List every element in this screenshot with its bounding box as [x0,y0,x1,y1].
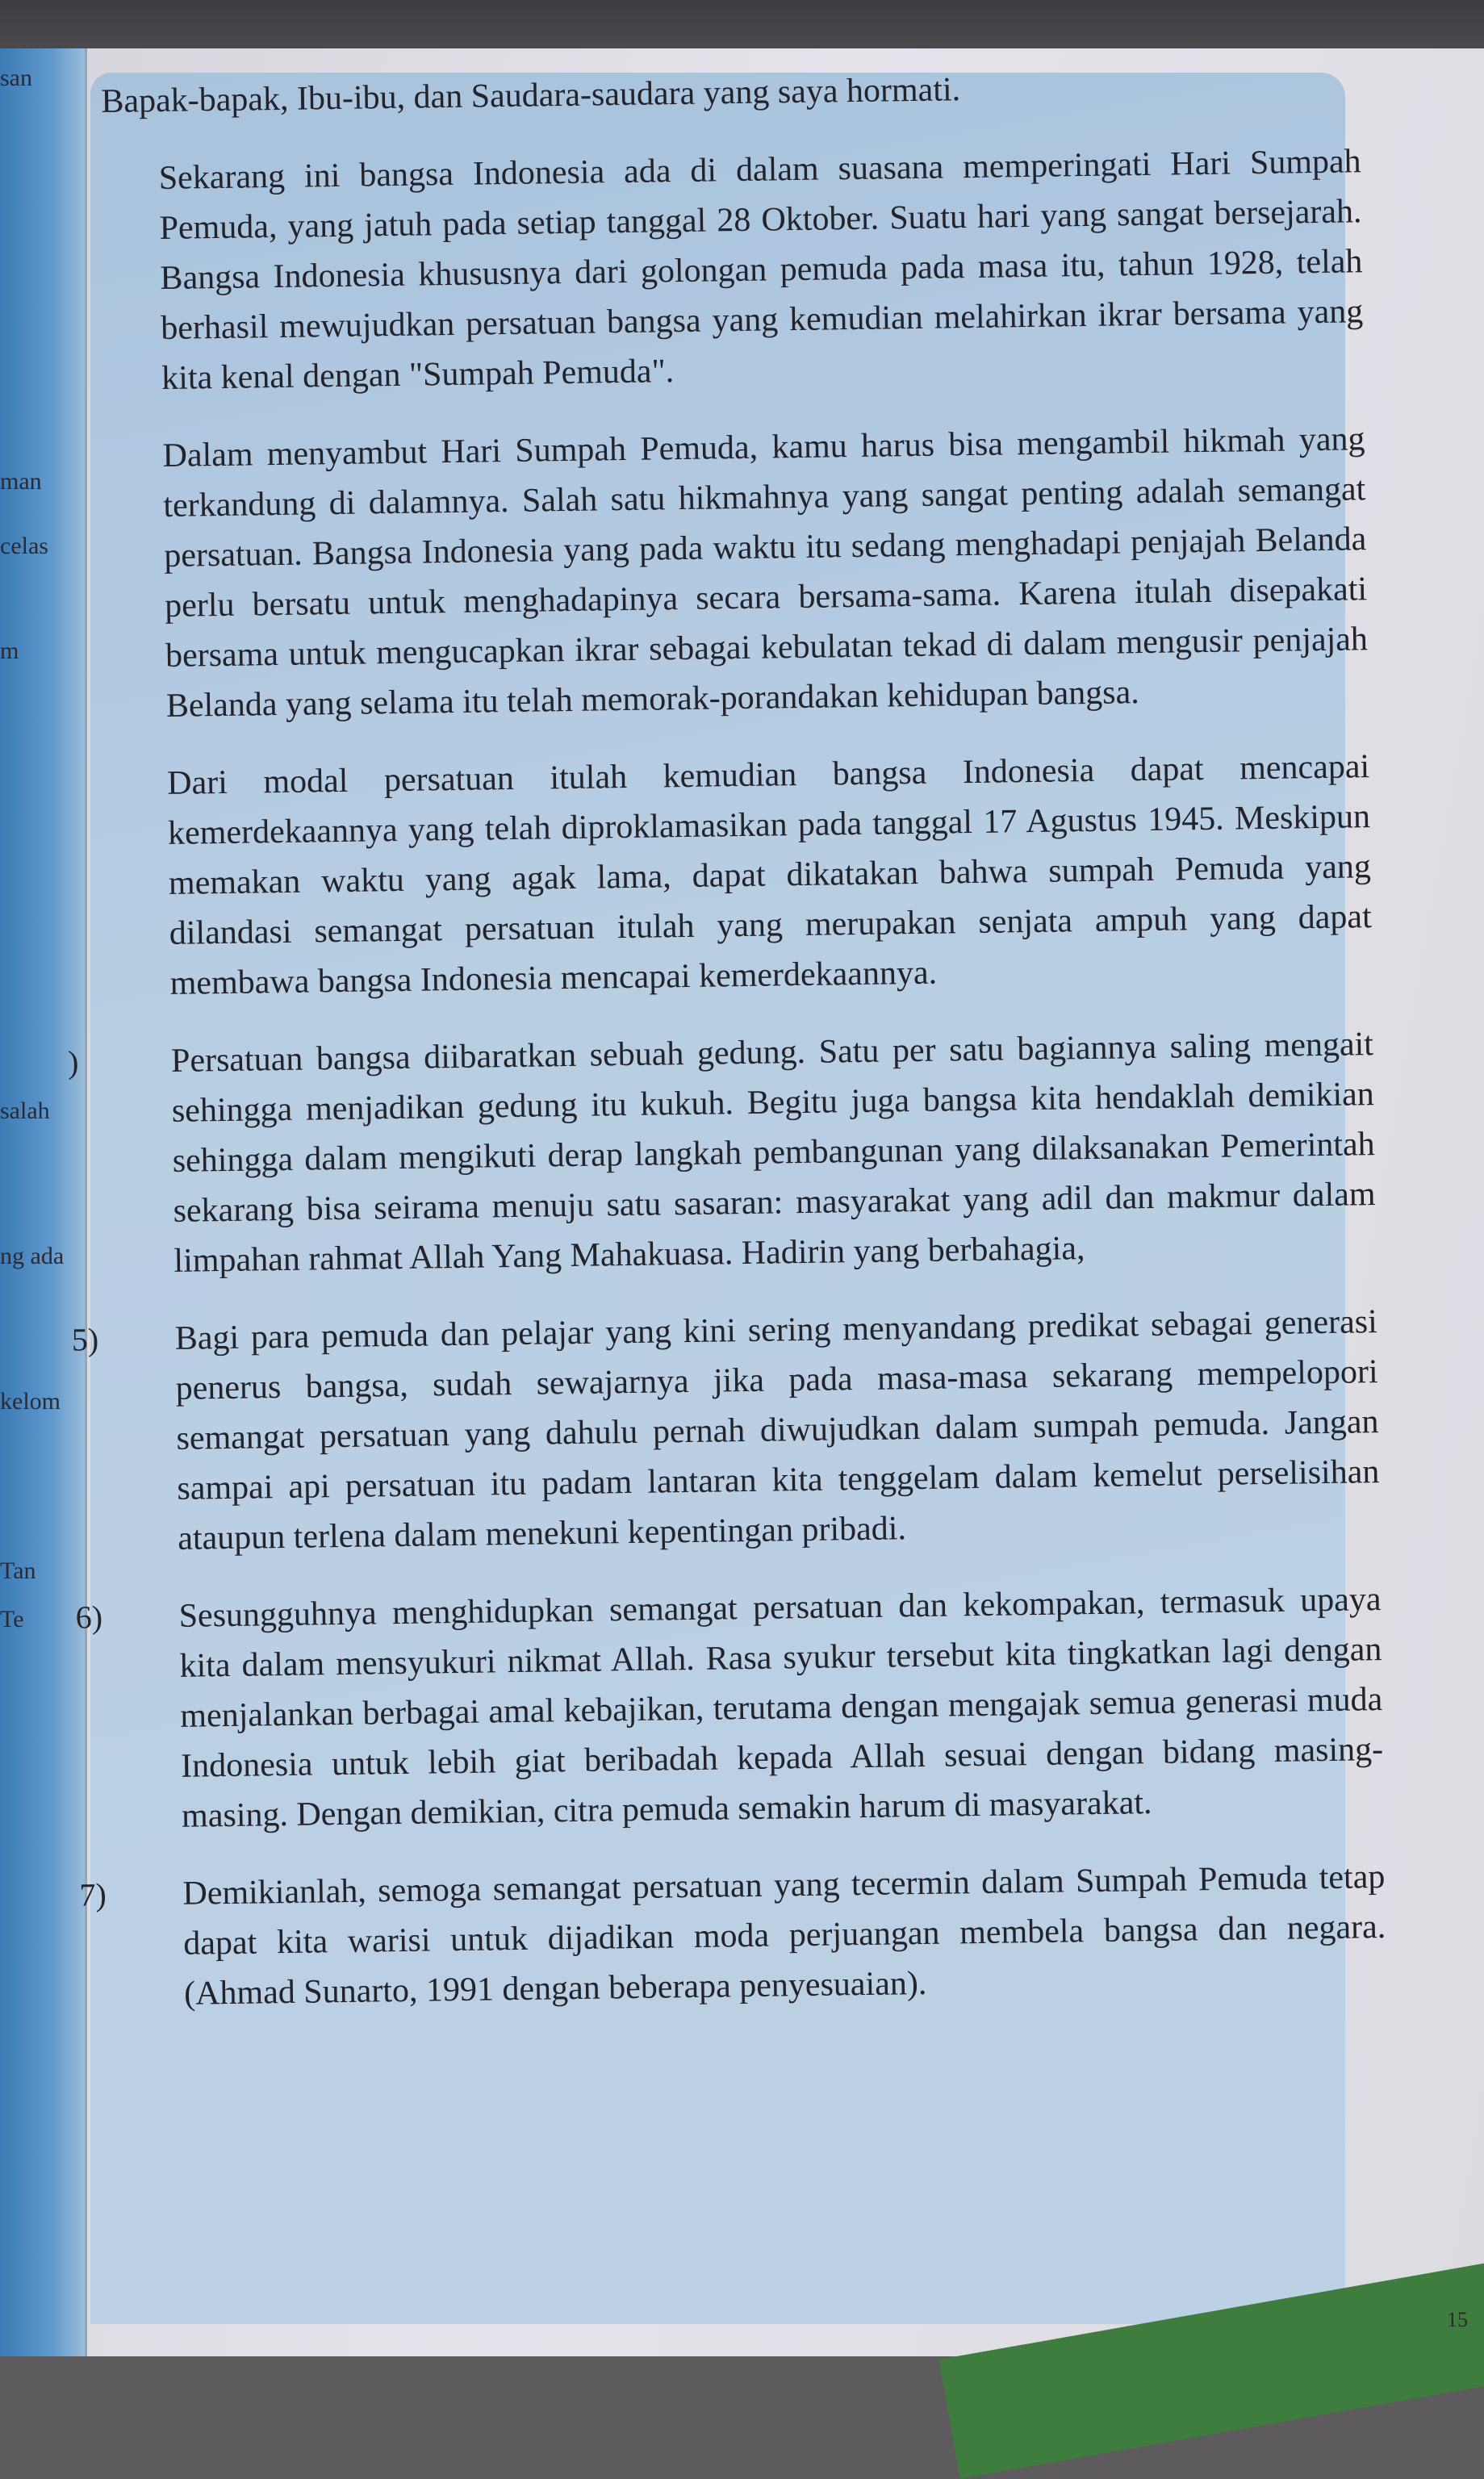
speech-text [67,59,1386,2020]
paragraph-text: Sesungguhnya menghidupkan semangat persatuan dan kekompakan, termasuk upaya kita dalam mensyukuri nikmat Allah. Rasa syukur tersebut kita tingkatkan lagi dengan menjalankan berbagai amal kebajikan, terutama dengan mengajak semua generasi muda Indonesia untuk lebih giat beribadah kepada Allah sesuai dengan bidang masing-masing. Dengan demikian, citra pemuda semakin harum di masyarakat. [178,1581,1384,1835]
paragraph-text: Persatuan bangsa diibaratkan sebuah gedung. Satu per satu bagiannya saling mengait sehingga menjadikan gedung itu kukuh. Begitu juga bangsa kita hendaklah demikian sehingga dalam mengikuti derap langkah pembangunan yang dilaksanakan Pemerintah sekarang bisa seirama menuju satu sasaran: masyarakat yang adil dan makmur dalam limpahan rahmat Allah Yang Mahakuasa. Hadirin yang berbahagia, [170,1026,1376,1280]
margin-fragment: san [0,65,32,91]
paragraph-number: ) [67,1043,79,1081]
margin-fragment: man [0,468,42,495]
paragraph-7 [79,1852,1386,2020]
paragraph-text: Dari modal persatuan itulah kemudian bangsa Indonesia dapat mencapai kemerdekaannya yang telah diproklamasikan pada tanggal 17 Agustus 1945. Meskipun memakan waktu yang agak lama, dapat dikatakan bahwa sumpah Pemuda yang dilandasi semangat persatuan itulah yang merupakan senjata ampuh yang dapat membawa bangsa Indonesia mencapai kemerdekaannya. [166,748,1373,1002]
salutation: Bapak-bapak, Ibu-ibu, dan Saudara-saudara yang saya hormati. [101,71,961,120]
margin-fragment: kelom [0,1388,61,1415]
paragraph-number: 6) [75,1599,103,1636]
paragraph-number: 7) [79,1876,107,1913]
paragraph-text: Dalam menyambut Hari Sumpah Pemuda, kamu harus bisa mengambil hikmah yang terkandung di dalamnya. Salah satu hikmahnya yang sangat penting adalah semangat persatuan. Bangsa Indonesia yang pada waktu itu sedang menghadapi penjajah Belanda perlu bersatu untuk menghadapinya secara bersama-sama. Karena itulah disepakati bersama untuk mengucapkan ikrar sebagai kebulatan tekad di dalam mengusir penjajah Belanda yang selama itu telah memorak-porandakan kehidupan bangsa. [162,420,1369,725]
margin-fragment: salah [0,1097,50,1124]
paragraph-5 [71,1297,1380,1565]
paragraph-text: Sekarang ini bangsa Indonesia ada di dalam suasana memperingati Hari Sumpah Pemuda, yang jatuh pada setiap tanggal 28 Oktober. Suatu hari yang sangat bersejarah. Bangsa Indonesia khususnya dari golongan pemuda pada masa itu, tahun 1928, telah berhasil mewujudkan persatuan bangsa yang kemudian melahirkan ikrar bersama yang kita kenal dengan "Sumpah Pemuda". [158,143,1364,397]
page-number: 15 [1447,2308,1468,2331]
paragraph-4 [67,1019,1377,1287]
paragraph-1 [102,136,1364,404]
margin-fragment: ng ada [0,1243,65,1269]
margin-fragment: Tan [0,1557,36,1584]
margin-fragment: m [0,638,19,664]
paragraph-6 [75,1574,1384,1842]
margin-fragment: Te [0,1606,24,1632]
paragraph-3 [111,742,1373,1010]
margin-fragment: celas [0,533,48,559]
paragraph-2 [106,414,1369,732]
paragraph-text: Demikianlah, semoga semangat persatuan yang tecermin dalam Sumpah Pemuda tetap dapat kita warisi untuk dijadikan moda perjuangan membela bangsa dan negara. (Ahmad Sunarto, 1991 dengan beberapa penyesuaian). [182,1858,1386,2013]
left-page-edge [0,48,87,2356]
paragraph-number: 5) [71,1321,99,1358]
paragraph-text: Bagi para pemuda dan pelajar yang kini sering menyandang predikat sebagai generasi penerus bangsa, sudah sewajarnya jika pada masa-masa sekarang mempelopori semangat persatuan yang dahulu pernah diwujudkan dalam sumpah pemuda. Jangan sampai api persatuan itu padam lantaran kita tenggelam dalam kemelut perselisihan ataupun terlena dalam menekuni kepentingan pribadi. [174,1303,1380,1557]
